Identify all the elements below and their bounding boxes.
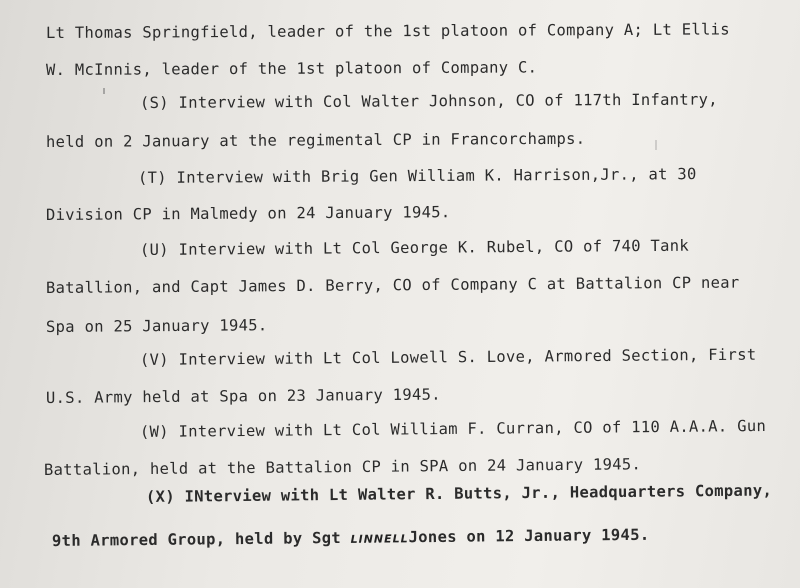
text-line: U.S. Army held at Spa on 23 January 1945. <box>45 385 441 407</box>
text-line: (W) Interview with Lt Col William F. Curran, CO of 110 A.A.A. Gun <box>139 416 767 441</box>
text-line: (U) Interview with Lt Col George K. Rubel, CO of 740 Tank <box>139 236 690 259</box>
text-line: Spa on 25 January 1945. <box>45 316 268 336</box>
text-line: (S) Interview with Col Walter Johnson, CO of 117th Infantry, <box>139 90 718 112</box>
text-line: (T) Interview with Brig Gen William K. Harrison,Jr., at 30 <box>137 165 697 187</box>
text-line: Division CP in Malmedy on 24 January 1945. <box>45 203 451 224</box>
text-segment: 9th Armored Group, held by Sgt <box>51 528 351 550</box>
text-line: W. McInnis, leader of the 1st platoon of Company C. <box>45 58 538 79</box>
text-line: Batallion, and Capt James D. Berry, CO of Company C at Battalion CP near <box>45 273 740 297</box>
ink-speck <box>655 140 657 150</box>
text-segment: Jones on 12 January 1945. <box>408 525 650 547</box>
handwritten-name: LINNELL <box>350 532 409 546</box>
text-line: (V) Interview with Lt Col Lowell S. Love, Armored Section, First <box>139 345 757 369</box>
text-line: Lt Thomas Springfield, leader of the 1st platoon of Company A; Lt Ellis <box>45 20 730 42</box>
ink-speck <box>103 88 105 94</box>
text-line-last <box>52 526 650 550</box>
text-line: Battalion, held at the Battalion CP in SPA on 24 January 1945. <box>43 455 642 479</box>
text-line: held on 2 January at the regimental CP in Francorchamps. <box>45 129 586 151</box>
text-line: (X) INterview with Lt Walter R. Butts, Jr., Headquarters Company, <box>145 481 773 506</box>
